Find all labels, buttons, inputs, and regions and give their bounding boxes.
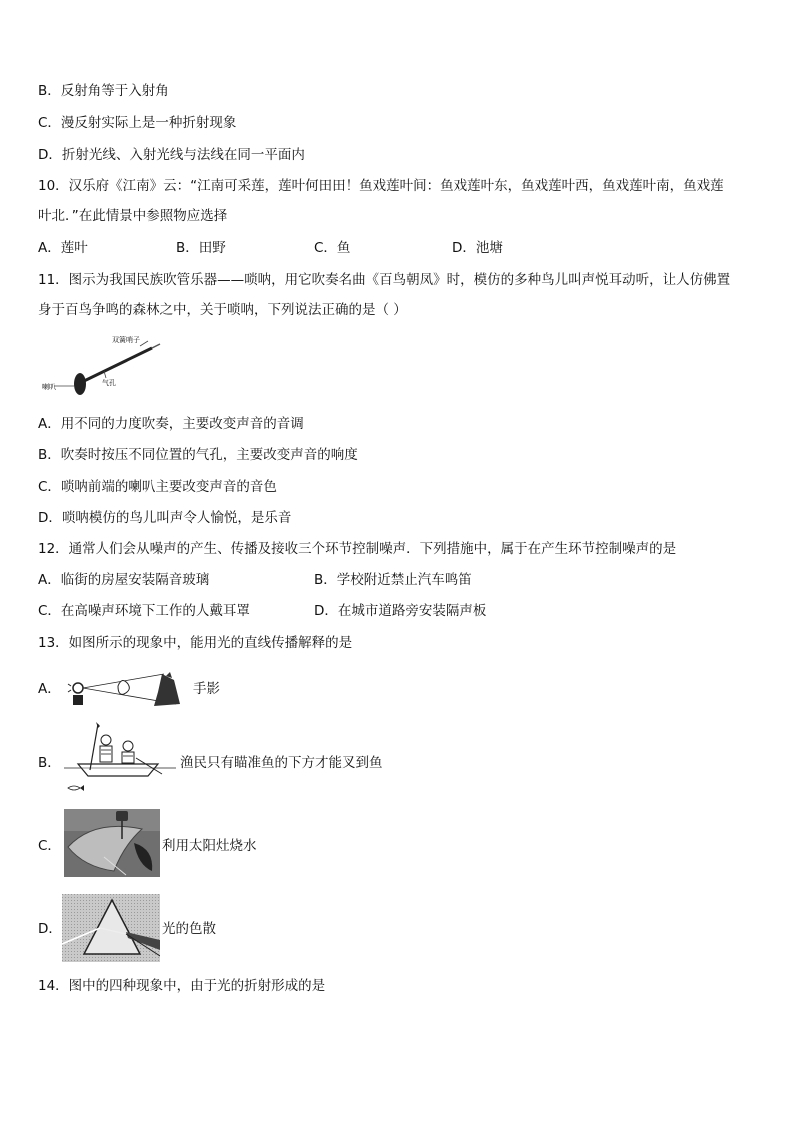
hand-shadow-figure: [66, 670, 186, 710]
q13-option-d-label: D．: [38, 921, 62, 937]
fisherman-figure: [62, 722, 178, 794]
q11-option-a: A．用不同的力度吹奏，主要改变声音的音调: [38, 416, 304, 432]
q13-option-c-label: C．: [38, 838, 61, 854]
q10-option-a: A．莲叶: [38, 240, 88, 256]
prev-option-b: B．反射角等于入射角: [38, 83, 169, 99]
q13-option-a-caption: 手影: [193, 681, 220, 697]
suona-label-hole: 气孔: [102, 379, 116, 387]
q13-option-b-caption: 渔民只有瞄准鱼的下方才能叉到鱼: [180, 755, 383, 771]
q13-option-c-caption: 利用太阳灶烧水: [162, 838, 257, 854]
q11-stem-line1: 11．图示为我国民族吹管乐器——唢呐，用它吹奏名曲《百鸟朝凤》时，模仿的多种鸟儿叫声悦耳动听，让人仿佛置: [38, 272, 731, 288]
q13-stem: 13．如图所示的现象中，能用光的直线传播解释的是: [38, 635, 353, 651]
q12-option-c: C．在高噪声环境下工作的人戴耳罩: [38, 603, 250, 619]
hand-shadow-icon: [66, 670, 186, 710]
q10-option-b: B．田野: [176, 240, 226, 256]
q13-option-a-label: A．: [38, 681, 61, 697]
q12-option-b: B．学校附近禁止汽车鸣笛: [314, 572, 472, 588]
q11-stem-line2: 身于百鸟争鸣的森林之中，关于唢呐，下列说法正确的是（ ）: [38, 302, 407, 318]
suona-label-reed: 双簧哨子: [112, 336, 140, 344]
prism-icon: [62, 894, 160, 962]
q11-option-b: B．吹奏时按压不同位置的气孔，主要改变声音的响度: [38, 447, 358, 463]
q12-option-a: A．临街的房屋安装隔音玻璃: [38, 572, 210, 588]
q11-option-d: D．唢呐模仿的鸟儿叫声令人愉悦，是乐音: [38, 510, 292, 526]
q10-option-d: D．池塘: [452, 240, 503, 256]
prism-figure: [62, 894, 160, 962]
suona-figure: [40, 334, 170, 398]
prev-option-d: D．折射光线、入射光线与法线在同一平面内: [38, 147, 305, 163]
q14-stem: 14．图中的四种现象中，由于光的折射形成的是: [38, 978, 326, 994]
q11-option-c: C．唢呐前端的喇叭主要改变声音的音色: [38, 479, 277, 495]
q13-option-d-caption: 光的色散: [162, 921, 216, 937]
q10-stem-line1: 10．汉乐府《江南》云：“江南可采莲，莲叶何田田！鱼戏莲叶间：鱼戏莲叶东，鱼戏莲叶西，鱼戏莲叶南，鱼戏莲: [38, 178, 724, 194]
suona-label-bell: 喇叭: [42, 383, 56, 391]
q12-option-d: D．在城市道路旁安装隔声板: [314, 603, 487, 619]
solar-cooker-icon: [64, 809, 160, 877]
q13-option-b-label: B．: [38, 755, 61, 771]
q12-stem: 12．通常人们会从噪声的产生、传播及接收三个环节控制噪声．下列措施中，属于在产生环节控制噪声的是: [38, 541, 677, 557]
fisherman-boat-icon: [62, 722, 178, 794]
suona-icon: [40, 334, 170, 398]
q10-stem-line2: 叶北．”在此情景中参照物应选择: [38, 208, 228, 224]
prev-option-c: C．漫反射实际上是一种折射现象: [38, 115, 237, 131]
solar-cooker-figure: [64, 809, 160, 877]
q10-option-c: C．鱼: [314, 240, 351, 256]
